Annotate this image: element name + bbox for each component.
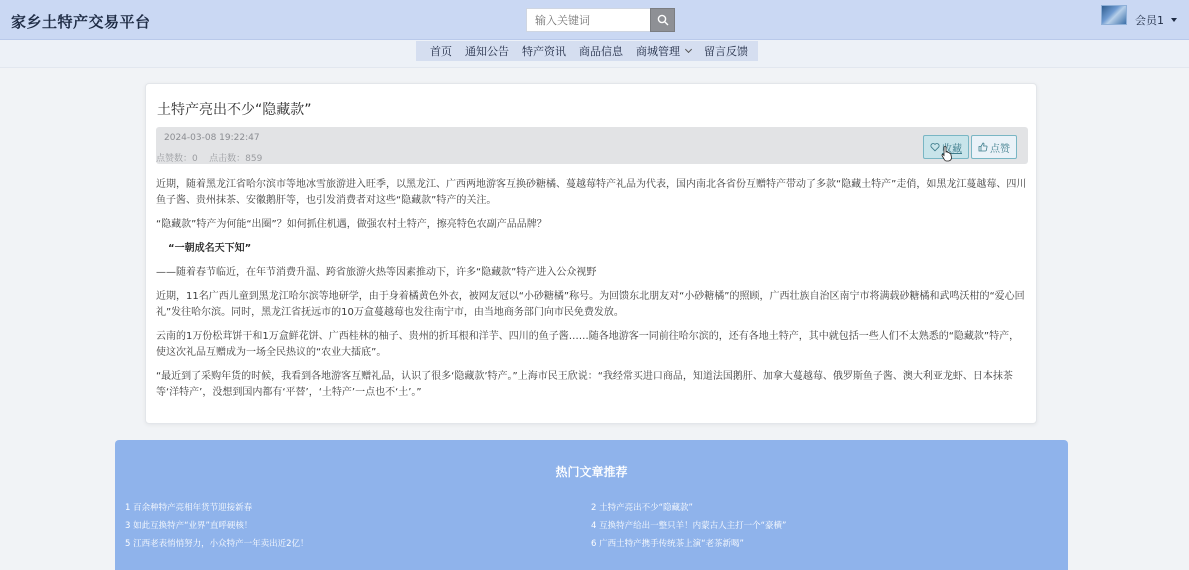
article-paragraph: “隐藏款”特产为何能“出圈”？如何抓住机遇，做强农村土特产，擦亮特色农副产品品牌？ xyxy=(156,219,547,230)
recommend-link[interactable]: 5 江西老表悄悄努力，小众特产一年卖出近2亿！ xyxy=(125,539,309,549)
top-header xyxy=(0,0,1189,40)
article-subheading: “一朝成名天下知” xyxy=(168,243,252,254)
main-nav xyxy=(416,41,758,61)
article-paragraph: 云南的1万份松茸饼干和1万盒鲜花饼、广西桂林的柚子、贵州的折耳根和洋芋、四川的鱼子酱……随各地游客一同前往哈尔滨的，还有各地土特产，其中就包括一些人们不太熟悉的“隐藏款”特产，使这次礼品互赠成为一场全民热议的“农业大擂底”。 xyxy=(156,331,1020,358)
recommend-link[interactable]: 3 如此互换特产“业界”直呼硬核！ xyxy=(125,521,253,531)
recommend-link[interactable]: 4 互换特产给出一整只羊！内蒙古人主打一个“豪横” xyxy=(591,521,787,531)
recommend-link[interactable]: 1 百余种特产亮相年货节迎接新春 xyxy=(125,503,253,513)
article-card xyxy=(145,83,1037,424)
member-label: 会员1 xyxy=(1135,14,1164,27)
recommend-title: 热门文章推荐 xyxy=(555,465,628,479)
article-paragraph: 近期，随着黑龙江省哈尔滨市等地冰雪旅游进入旺季，以黑龙江、广西两地游客互换砂糖橘、蔓越莓特产礼品为代表，国内南北各省份互赠特产带动了多款“隐藏土特产”走俏，如黑龙江蔓越莓、四川鱼子酱、贵州抹茶、安徽鹅肝等，也引发消费者对这些“隐藏款”特产的关注。 xyxy=(156,179,1027,206)
recommend-link[interactable]: 6 广西土特产携手传统茶上演“老茶新喝” xyxy=(591,539,744,549)
nav-bar xyxy=(0,40,1189,68)
nav-item-news[interactable]: 特产资讯 xyxy=(522,45,566,58)
article-meta xyxy=(156,127,1028,164)
like-button[interactable] xyxy=(971,135,1017,159)
nav-item-shop-manage[interactable] xyxy=(636,43,691,59)
hand-cursor-icon xyxy=(941,146,953,162)
search-input[interactable] xyxy=(526,8,650,32)
search-icon xyxy=(657,14,669,26)
caret-down-icon xyxy=(1171,18,1177,22)
favorite-label: 收藏 xyxy=(942,143,962,155)
like-label: 点赞 xyxy=(990,143,1010,155)
article-stats: 点赞数：0 点击数：859 xyxy=(156,154,263,164)
search-button[interactable] xyxy=(650,8,675,32)
article-date: 2024-03-08 19:22:47 xyxy=(164,133,260,143)
nav-item-shop-manage-label: 商城管理 xyxy=(636,45,680,58)
nav-item-notice[interactable]: 通知公告 xyxy=(465,45,509,58)
thumbs-up-icon xyxy=(978,142,988,152)
nav-item-products[interactable]: 商品信息 xyxy=(579,45,623,58)
article-paragraph: “最近到了采购年货的时候，我看到各地游客互赠礼品，认识了很多‘隐藏款’特产。”上海市民王欣说：“我经常买进口商品，知道法国鹅肝、加拿大蔓越莓、俄罗斯鱼子酱、澳大利亚龙虾、日本抹茶等‘洋特产’，没想到国内都有‘平替’，‘土特产’一点也不‘土’。” xyxy=(156,371,1013,398)
article-paragraph: 近期，11名广西儿童到黑龙江哈尔滨等地研学，由于身着橘黄色外衣，被网友冠以“小砂糖橘”称号。为回馈东北朋友对“小砂糖橘”的照顾，广西壮族自治区南宁市将满载砂糖橘和武鸣沃柑的“爱心回礼”发往哈尔滨。同时，黑龙江省抚远市的10万盒蔓越莓也发往南宁市，由当地商务部门向市民免费发放。 xyxy=(156,291,1025,318)
article-paragraph: ——随着春节临近，在年节消费升温、跨省旅游火热等因素推动下，许多“隐藏款”特产进入公众视野 xyxy=(156,267,597,278)
avatar[interactable] xyxy=(1101,5,1127,25)
member-menu[interactable] xyxy=(1135,12,1177,28)
chevron-down-icon xyxy=(685,46,692,53)
site-title[interactable]: 家乡土特产交易平台 xyxy=(11,13,151,31)
article-body xyxy=(156,177,1028,409)
recommend-link[interactable]: 2 土特产亮出不少“隐藏款” xyxy=(591,503,693,513)
article-title: 土特产亮出不少“隐藏款” xyxy=(157,102,312,118)
nav-item-home[interactable]: 首页 xyxy=(430,45,452,58)
recommend-panel xyxy=(115,440,1068,570)
heart-icon xyxy=(930,142,940,152)
nav-item-feedback[interactable]: 留言反馈 xyxy=(704,45,748,58)
